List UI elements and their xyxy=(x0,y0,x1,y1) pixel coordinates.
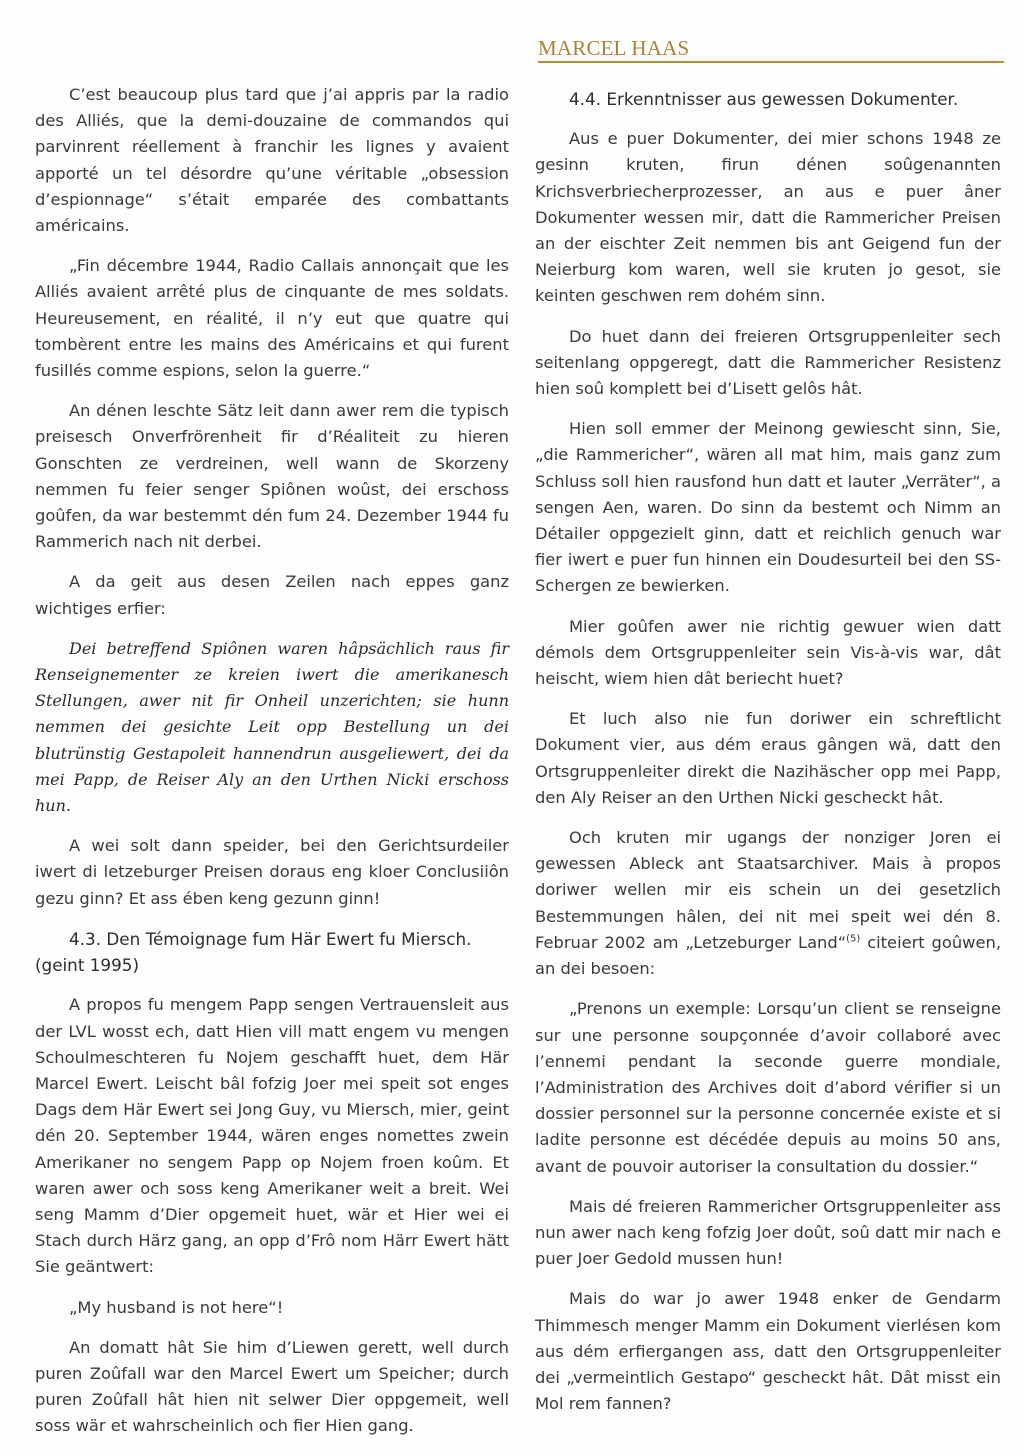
running-header xyxy=(538,36,1004,63)
paragraph: A wei solt dann speider, bei den Gerichtsurdeiler iwert di letzeburger Preisen doraus eng kloer Conclusiiôn gezu ginn? Et ass ében keng gezunn ginn! xyxy=(35,836,509,908)
paragraph-text-tail: citeiert goûwen, an dei besoen: xyxy=(535,932,1001,979)
section-heading: 4.3. Den Témoignage fum Här Ewert fu Miersch. (geint 1995) xyxy=(35,928,472,976)
paragraph: A da geit aus desen Zeilen nach eppes ganz wichtiges erfier: xyxy=(35,572,509,618)
paragraph: Do huet dann dei freieren Ortsgruppenleiter sech seitenlang oppgeregt, datt die Rammericher Resistenz hien soû komplett bei d’Lisett gelôs hât. xyxy=(535,326,1001,399)
right-column xyxy=(535,86,1001,1431)
quote-paragraph: „Fin décembre 1944, Radio Callais annonçait que les Alliés avaient arrêté plus de cinquante de mes soldats. Heureusement, en réalité, il n’y eut que quatre qui tombèrent entre les mains des Américains et qui furent fusillés comme espions, selon la guerre.“ xyxy=(35,256,509,381)
paragraph: An domatt hât Sie him d’Liewen gerett, well durch puren Zoûfall war den Marcel Ewert um Speicher; durch puren Zoûfall hât hien nit selwer Dier oppgemeit, well soss wär et wahrscheinlich och fier Hien gang. xyxy=(35,1337,509,1436)
paragraph: Mais do war jo awer 1948 enker de Gendarm Thimmesch menger Mamm ein Dokument vierlésen kom aus dém erfiergangen ass, datt den Ortsgruppenleiter dei „vermeintlich Gestapo“ gescheckt hât. Dât misst ein Mol rem fannen? xyxy=(535,1289,1001,1414)
section-heading: 4.4. Erkenntnisser aus gewessen Dokumenter. xyxy=(569,89,959,109)
paragraph: Hien soll emmer der Meinong gewiescht sinn, Sie, „die Rammericher“, wären all mat him, mais ganz zum Schluss soll hien rausfond hun datt et lauter „Verräter“, a sengen Aen, waren. Do sinn da bestemt och Nimm an Détailer oppgezielt ginn, datt et reichlich genuch war fier iwert e puer fun hinnen ein Doudesurteil bei den SS-Schergen ze bewierken. xyxy=(535,419,1001,596)
paragraph: Mais dé freieren Rammericher Ortsgruppenleiter ass nun awer nach keng fofzig Joer doût, soû datt mir nach e puer Joer Gedold mussen hun! xyxy=(535,1196,1001,1269)
paragraph-text: Och kruten mir ugangs der nonziger Joren ei gewessen Ableck ant Staatsarchiver. Mais à propos doriwer wellen mir eis schein un dei gesetzlich Bestemmungen hâlen, dei nit mei speit wei dén 8. Februar 2002 am „Letzeburger Land“ xyxy=(535,828,1001,952)
author-name: MARCEL HAAS xyxy=(538,36,690,60)
paragraph: C’est beaucoup plus tard que j’ai appris par la radio des Alliés, que la demi-douzaine de commandos qui parvinrent réellement à franchir les lignes y avaient apporté un tel désordre qu’une véritable „obsession d’espionnage“ s’était emparée des combattants américains. xyxy=(35,85,509,236)
paragraph: A propos fu mengem Papp sengen Vertrauensleit aus der LVL wosst ech, datt Hien vill matt engem vu mengen Schoulmeschteren fu Nojem geschafft huet, dem Här Marcel Ewert. Leischt bâl fofzig Joer mei speit sot enges Dags dem Här Ewert sei Jong Guy, vu Miersch, mier, geint dén 20. September 1944, wären enges nomettes zwein Amerikaner no sengem Papp op Nojem froen koûm. Et waren awer och soss keng Amerikaner weit a breit. Wei seng Mamm d’Dier opgemeit huet, wär et Hier wei ei Stach durch Härz gang, an opp d’Frô nom Härr Ewert hätt Sie geäntwert: xyxy=(35,995,509,1277)
paragraph: Aus e puer Dokumenter, dei mier schons 1948 ze gesinn kruten, firun dénen soûgenannten Krichsverbriecherprozesser, an aus e puer âner Dokumenter wessen mir, datt die Rammericher Preisen an der eischter Zeit nemmen bis ant Geigend fun der Neierburg kom waren, well sie kruten jo gesot, sie keinten geschwen rem dohém sinn. xyxy=(535,129,1001,306)
paragraph: Mier goûfen awer nie richtig gewuer wien datt démols dem Ortsgruppenleiter sein Vis-à-vis war, dât heischt, wiem hien dât beriecht huet? xyxy=(535,616,1001,689)
paragraph: An dénen leschte Sätz leit dann awer rem die typisch preisesch Onverfrörenheit fir d’Réaliteit zu hieren Gonschten ze verdreinen, well wann de Skorzeny nemmen fu feier senger Spiônen woûst, dei erschoss goûfen, da war bestemmt dén fum 24. Dezember 1944 fu Rammerich nach nit derbei. xyxy=(35,401,509,552)
quote-paragraph: „My husband is not here“! xyxy=(69,1297,284,1317)
footnote-reference[interactable]: (5) xyxy=(846,933,861,945)
header-rule xyxy=(538,61,1004,63)
quote-paragraph: „Prenons un exemple: Lorsqu’un client se renseigne sur une personne soupçonnée d’avoir collaboré avec l’ennemi pendant la seconde guerre mondiale, l’Administration des Archives doit d’abord vérifier si un dossier personnel sur la personne concernée existe et si ladite personne est décédée depuis au moins 50 ans, avant de pouvoir autoriser la consultation du dossier.“ xyxy=(535,999,1001,1176)
left-column xyxy=(35,82,509,1454)
paragraph-with-footnote xyxy=(535,825,1001,982)
emphasis-paragraph: Dei betreffend Spiônen waren hâpsächlich raus fir Renseignementer ze kreien iwert die amerikanesch Stellungen, awer nit fir Onheil unzerichten; sie hunn nemmen dei gesichte Leit opp Bestellung un dei blutrünstig Gestapoleit hannendrun ausgeliewert, dei da mei Papp, de Reiser Aly an den Urthen Nicki erschoss hun. xyxy=(35,638,509,816)
paragraph: Et luch also nie fun doriwer ein schreftlicht Dokument vier, aus dém eraus gângen wä, datt den Ortsgruppenleiter direkt die Nazihäscher opp mei Papp, den Aly Reiser an den Urthen Nicki gescheckt hât. xyxy=(535,709,1001,807)
